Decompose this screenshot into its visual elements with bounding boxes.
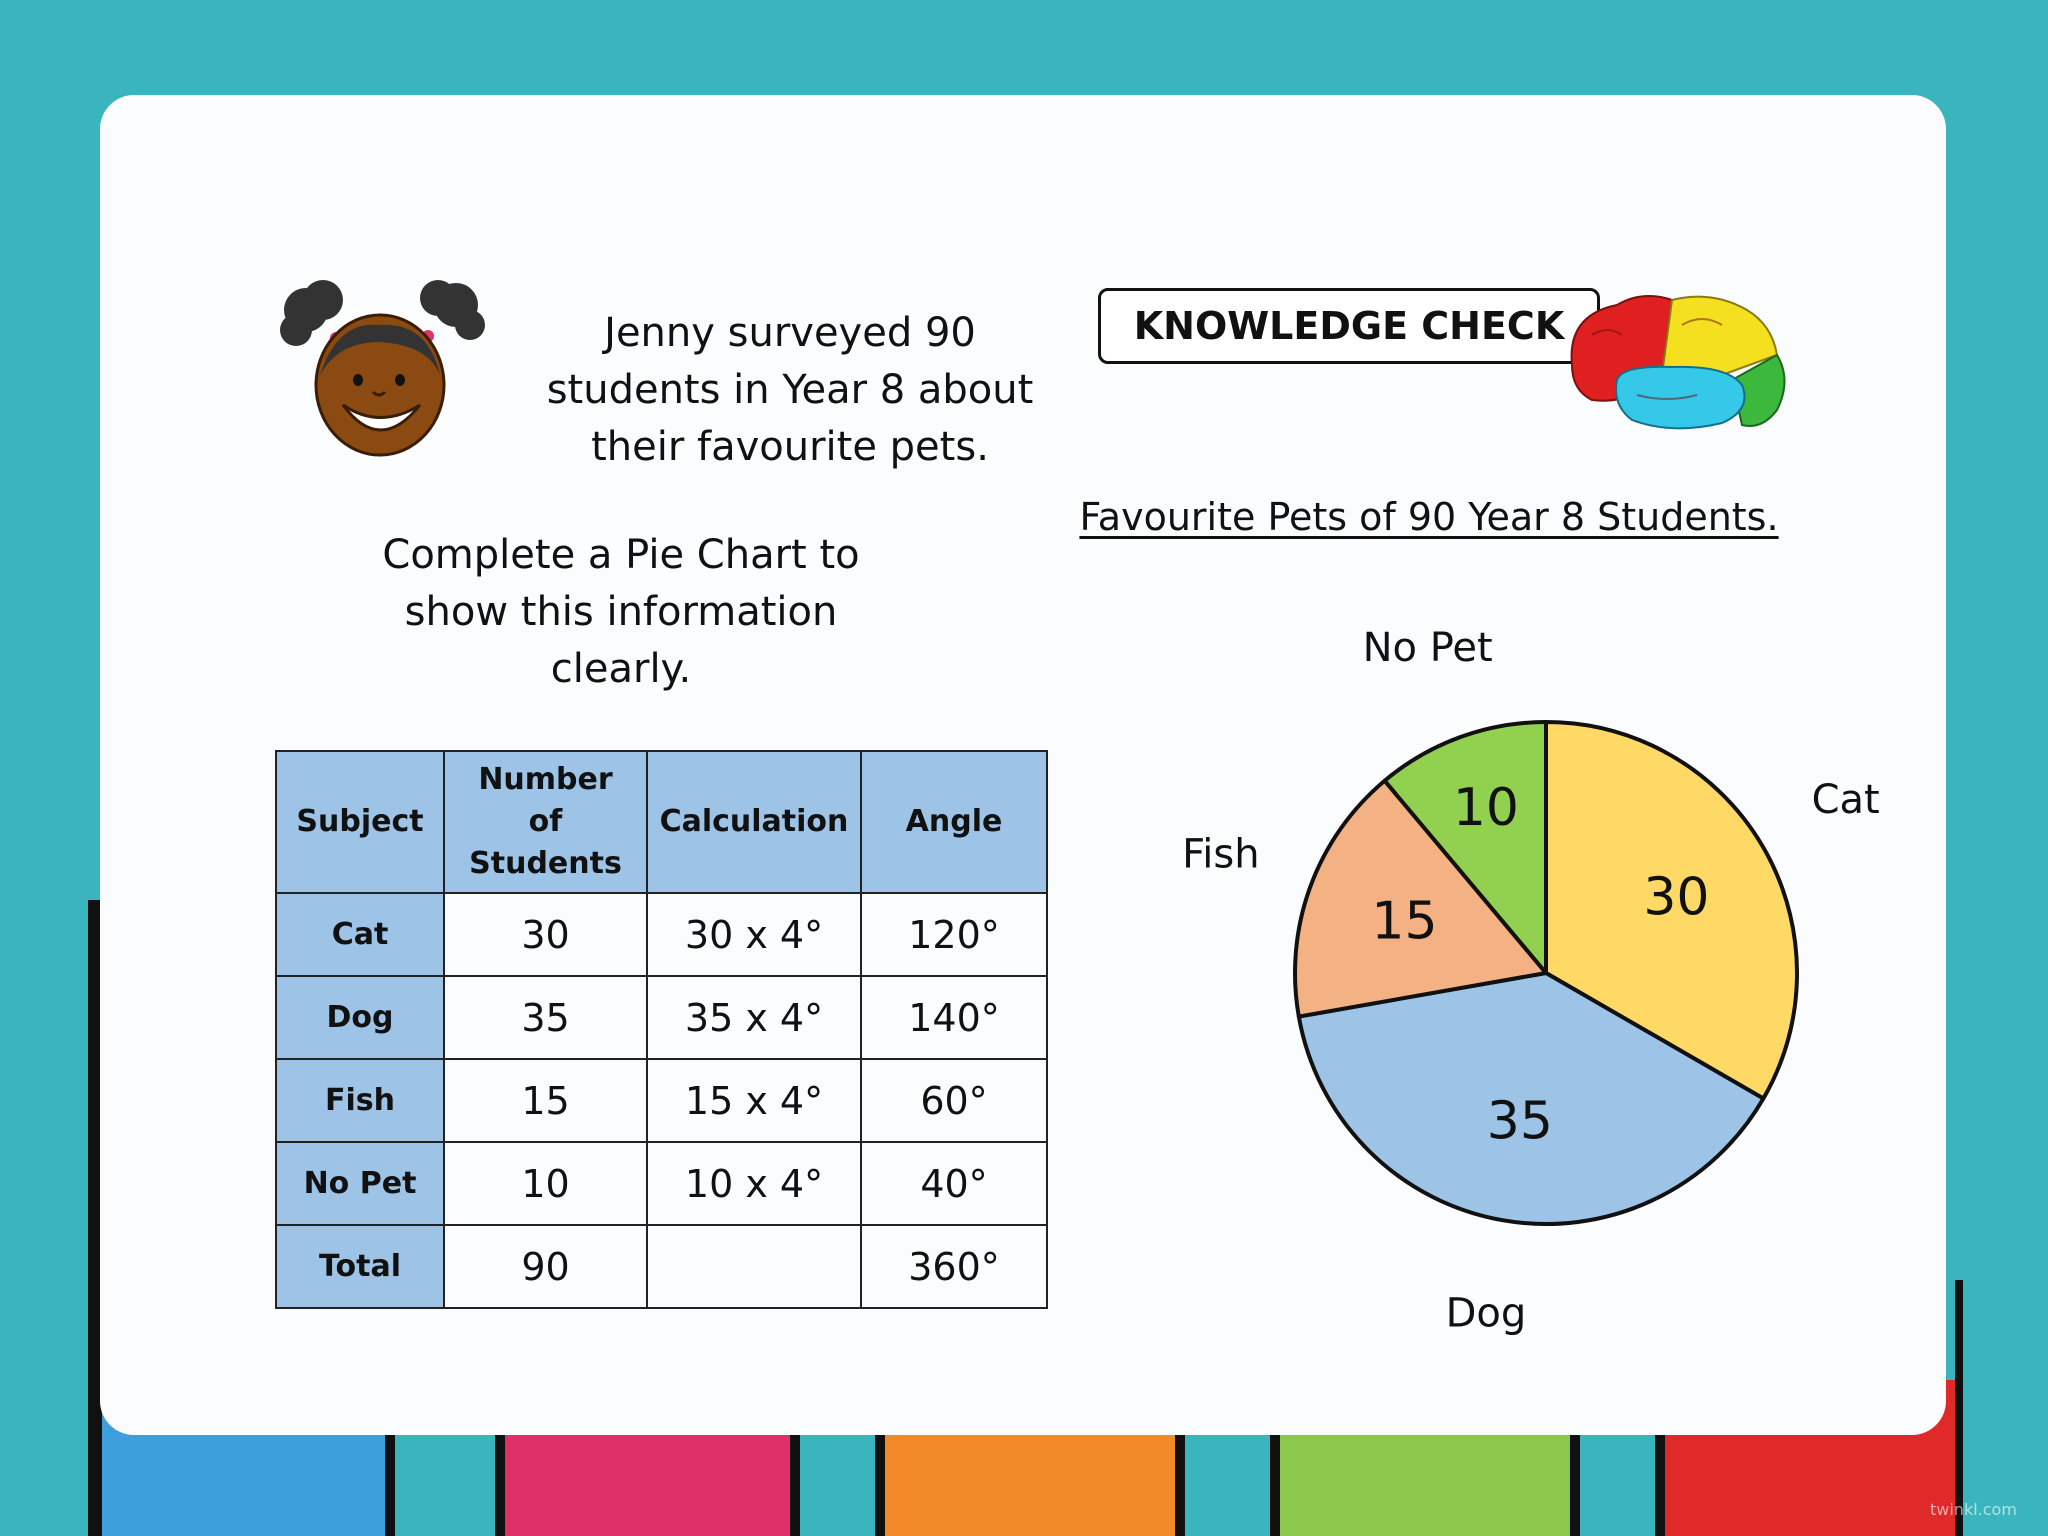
pie-category-label: Dog (1445, 1290, 1527, 1337)
table-cell: 90 (444, 1225, 647, 1308)
table-cell: Fish (276, 1059, 444, 1142)
table-cell: 360° (861, 1225, 1047, 1308)
table-cell: 30 x 4° (647, 893, 861, 976)
knowledge-check-badge (1098, 288, 1600, 364)
table-cell: 60° (861, 1059, 1047, 1142)
pie-category-label: No Pet (1362, 624, 1493, 671)
header-cell: Number of Students (444, 751, 647, 893)
table-cell (647, 1225, 861, 1308)
brain-icon (1562, 285, 1794, 445)
table-cell: Dog (276, 976, 444, 1059)
pie-category-label: Cat (1811, 777, 1880, 823)
knowledge-check-label: KNOWLEDGE CHECK (1133, 304, 1565, 348)
table-cell: 10 (444, 1142, 647, 1225)
table-row (276, 893, 1047, 976)
table-cell: 35 x 4° (647, 976, 861, 1059)
pie-value-label: 35 (1486, 1091, 1553, 1152)
table-row (276, 1142, 1047, 1225)
table-cell: 15 x 4° (647, 1059, 861, 1142)
table-cell: No Pet (276, 1142, 444, 1225)
pie-category-label: Fish (1182, 831, 1260, 878)
table-row (276, 976, 1047, 1059)
table-cell: Cat (276, 893, 444, 976)
pie-value-label: 15 (1371, 891, 1438, 952)
table-cell: 40° (861, 1142, 1047, 1225)
table-cell: Total (276, 1225, 444, 1308)
pie-chart (1110, 575, 1880, 1337)
chart-title: Favourite Pets of 90 Year 8 Students. (1079, 495, 1779, 539)
pie-value-label: 30 (1643, 867, 1710, 928)
data-table (275, 750, 1048, 1309)
slide-card (100, 95, 1946, 1435)
table-row (276, 1225, 1047, 1308)
header-cell: Subject (276, 751, 444, 893)
task-instruction: Complete a Pie Chart to show this information clearly. (382, 532, 860, 692)
table-header-row (276, 751, 1047, 893)
table-cell: 120° (861, 893, 1047, 976)
table-cell: 35 (444, 976, 647, 1059)
header-cell: Calculation (647, 751, 861, 893)
survey-description: Jenny surveyed 90 students in Year 8 about their favourite pets. (546, 310, 1034, 470)
girl-avatar-icon (278, 280, 493, 465)
table-cell: 15 (444, 1059, 647, 1142)
watermark: twinkl.com (1930, 1500, 2017, 1519)
table-cell: 10 x 4° (647, 1142, 861, 1225)
table-cell: 140° (861, 976, 1047, 1059)
pie-value-label: 10 (1452, 777, 1519, 838)
table-row (276, 1059, 1047, 1142)
table-cell: 30 (444, 893, 647, 976)
header-cell: Angle (861, 751, 1047, 893)
